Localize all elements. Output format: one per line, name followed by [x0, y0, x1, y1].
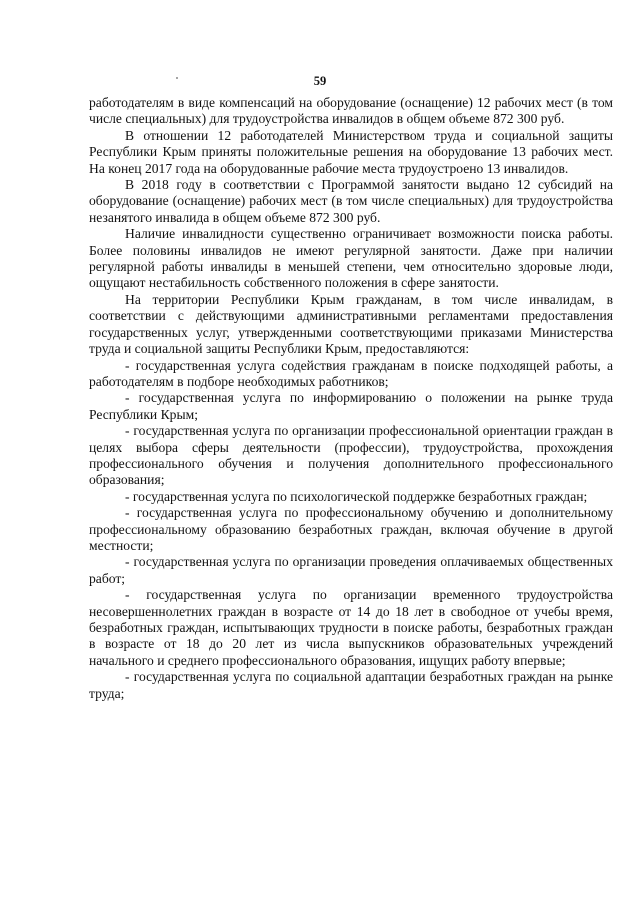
list-item-social-adaptation: - государственная услуга по социальной адаптации безработных граждан на рынке труда;	[89, 669, 613, 701]
body-text	[89, 95, 613, 702]
list-item-psychological-support: - государственная услуга по психологической поддержке безработных граждан;	[125, 488, 588, 504]
list-item-public-works: - государственная услуга по организации проведения оплачиваемых общественных работ;	[89, 554, 613, 586]
paragraph-4: Наличие инвалидности существенно ограничивает возможности поиска работы. Более половины инвалидов не имеют регулярной занятости. Даже при наличии регулярной работы инвалиды в меньшей степени, чем относительно здоровые люди, ощущают нестабильность собственного положения в сфере занятости.	[89, 226, 613, 291]
list-item-temporary-employment: - государственная услуга по организации временного трудоустройства несовершеннолетних граждан в возрасте от 14 до 18 лет в свободное от учебы время, безработных граждан, испытывающих трудности в поиске работы, безработных граждан в возрасте от 18 до 20 лет из числа выпускников образовательных учреждений начального и среднего профессионального образования, ищущих работу впервые;	[89, 587, 613, 668]
list-item-job-search-assistance: - государственная услуга содействия гражданам в поиске подходящей работы, а работодателям в подборе необходимых работников;	[89, 357, 613, 389]
list-item-labor-market-information: - государственная услуга по информированию о положении на рынке труда Республики Крым;	[89, 390, 613, 422]
list-item-career-guidance: - государственная услуга по организации профессиональной ориентации граждан в целях выбора сферы деятельности (профессии), трудоустройства, прохождения профессионального обучения и получения дополнительного профессионального образования;	[89, 423, 613, 488]
list-item-vocational-training: - государственная услуга по профессиональному обучению и дополнительному профессиональному образованию безработных граждан, включая обучение в другой местности;	[89, 505, 613, 553]
paragraph-1: работодателям в виде компенсаций на оборудование (оснащение) 12 рабочих мест (в том числе специальных) для трудоустройства инвалидов в общем объеме 872 300 руб.	[89, 95, 613, 127]
paragraph-3: В 2018 году в соответствии с Программой занятости выдано 12 субсидий на оборудование (оснащение) рабочих мест (в том числе специальных) для трудоустройства незанятого инвалида в общем объеме 872 300 руб.	[89, 177, 613, 225]
paragraph-5: На территории Республики Крым гражданам, в том числе инвалидам, в соответствии с действующими административными регламентами предоставления государственных услуг, утвержденными соответствующими приказами Министерства труда и социальной защиты Республики Крым, предоставляются:	[89, 291, 613, 357]
page-number: 59	[313, 74, 327, 88]
paragraph-2: В отношении 12 работодателей Министерством труда и социальной защиты Республики Крым приняты положительные решения на оборудование 13 рабочих мест. На конец 2017 года на оборудованные рабочие места трудоустроено 13 инвалидов.	[89, 127, 613, 176]
